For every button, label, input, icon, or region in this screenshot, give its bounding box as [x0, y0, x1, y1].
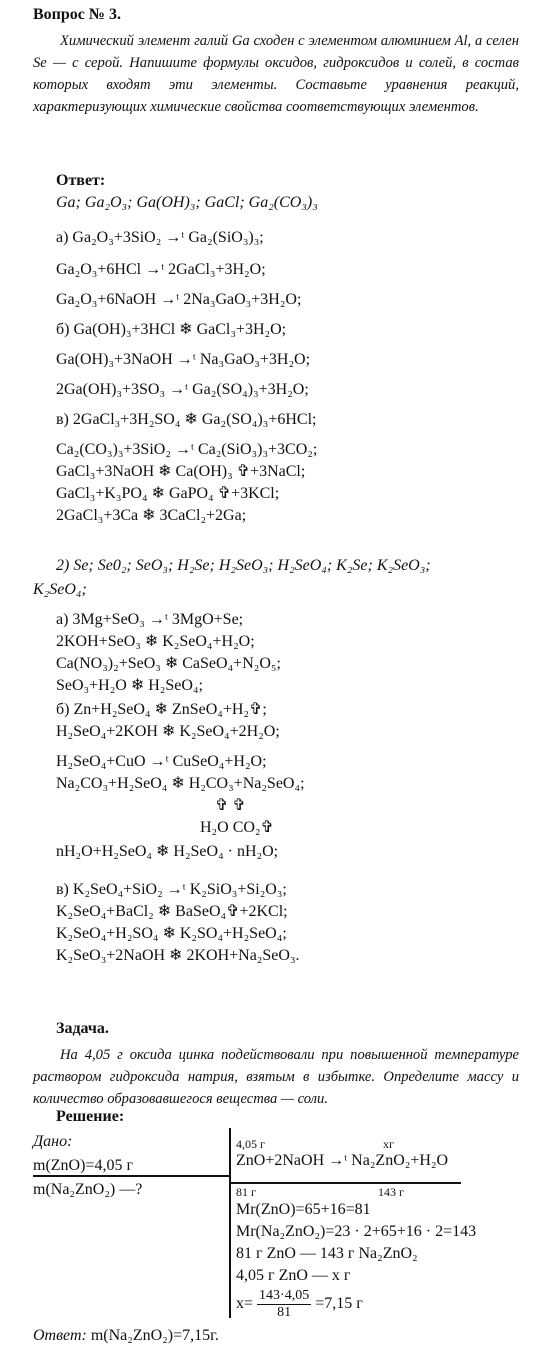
se-equation-line: K₂SeO₃+2NaOH ❄ 2KOH+Na₂SeO₃.: [56, 947, 300, 964]
given-label: Дано:: [33, 1133, 73, 1150]
ga-equation-line: 2Ga(OH)₃+3SO₃ →ᵗ Ga₂(SO₄)₃+3H₂O;: [56, 381, 309, 398]
ga-equation-line: Ca₂(CO₃)₃+3SiO₂ →ᵗ Ca₂(SiO₃)₃+3CO₂;: [56, 441, 318, 458]
find-mass-salt: m(Na₂ZnO₂) —?: [33, 1181, 143, 1198]
given-divider: [229, 1128, 231, 1318]
ga-equation-line: Ga₂O₃+6HCl →ᵗ 2GaCl₃+3H₂O;: [56, 261, 266, 278]
top-right-mass: хг: [383, 1137, 394, 1151]
x-calculation: [236, 1288, 363, 1321]
se-equation-line: б) Zn+H₂SeO₄ ❄ ZnSeO₄+H₂✞;: [56, 701, 267, 718]
molar-mass-zno: Mr(ZnO)=65+16=81: [236, 1201, 371, 1218]
x-result: =7,15 г: [315, 1295, 363, 1313]
final-answer-value: m(Na₂ZnO₂)=7,15г.: [90, 1327, 219, 1344]
se-equation-line: а) 3Mg+SeO₃ →ᵗ 3MgO+Se;: [56, 611, 244, 628]
ga-equation-line: б) Ga(OH)₃+3HCl ❄ GaCl₃+3H₂O;: [56, 321, 287, 338]
question-text: Химический элемент галий Ga сходен с элементом алюминием Al, а селен Se — с серой. Напишите формулы оксидов, гидроксидов и солей, в состав которых входят эти элементы. Составьте уравнения реакций, характеризующих химические свойства соответствующих элементов.: [33, 33, 519, 115]
se-compounds-list-1: 2) Se; Se0₂; SeO₃; H₂Se; H₂SeO₃; H₂SeO₄; K₂Se; K₂SeO₃;: [56, 557, 431, 574]
answer-title: Ответ:: [56, 172, 106, 189]
proportion-line-1: 81 г ZnO — 143 г Na₂ZnO₂: [236, 1245, 418, 1262]
ga-equation-line: GaCl₃+3NaOH ❄ Ca(OH)₃ ✞+3NaCl;: [56, 463, 306, 480]
given-mass-zno: m(ZnO)=4,05 г: [33, 1157, 134, 1174]
x-fraction: [257, 1288, 311, 1321]
fraction-denominator: 81: [277, 1305, 292, 1320]
ga-compounds-list: Ga; Ga₂O₃; Ga(OH)₃; GaCl; Ga₂(CO₃)₃: [56, 194, 318, 211]
reaction-equation: ZnO+2NaOH →ᵗ Na₂ZnO₂+H₂O: [236, 1152, 449, 1169]
ga-equation-line: а) Ga₂O₃+3SiO₂ →ᵗ Ga₂(SiO₃)₃;: [56, 229, 264, 246]
se-equation-line: K₂SeO₄+H₂SO₄ ❄ K₂SO₄+H₂SeO₄;: [56, 925, 287, 942]
ga-equation-line: Ga₂O₃+6NaOH →ᵗ 2Na₃GaO₃+3H₂O;: [56, 291, 302, 308]
molar-mass-salt: Mr(Na₂ZnO₂)=23 · 2+65+16 · 2=143: [236, 1223, 477, 1240]
question-title: Вопрос № 3.: [33, 6, 121, 23]
se-equation-line: Ca(NO₃)₂+SeO₃ ❄ CaSeO₄+N₂O₅;: [56, 655, 281, 672]
se-equation-line: ✞ ✞: [215, 797, 246, 814]
task-title: Задача.: [56, 1020, 109, 1037]
bottom-right-mass: 143 г: [378, 1185, 404, 1199]
se-equation-line: H₂SeO₄+CuO →ᵗ CuSeO₄+H₂O;: [56, 753, 267, 770]
se-compounds-list-2: K₂SeO₄;: [33, 581, 87, 598]
se-equation-line: K₂SeO₄+BaCl₂ ❄ BaSeO₄✞+2KCl;: [56, 903, 288, 920]
final-answer-label: Ответ:: [33, 1327, 87, 1344]
top-left-mass: 4,05 г: [236, 1137, 265, 1151]
final-answer: [33, 1326, 219, 1346]
equation-divider: [231, 1182, 461, 1184]
se-equation-line: SeO₃+H₂O ❄ H₂SeO₄;: [56, 677, 203, 694]
ga-equation-line: Ga(OH)₃+3NaOH →ᵗ Na₃GaO₃+3H₂O;: [56, 351, 311, 368]
proportion-line-2: 4,05 г ZnO — х г: [236, 1267, 351, 1284]
se-equation-line: H₂O CO₂✞: [200, 819, 274, 836]
se-equation-line: H₂SeO₄+2KOH ❄ K₂SeO₄+2H₂O;: [56, 723, 280, 740]
solution-title: Решение:: [56, 1108, 125, 1125]
bottom-left-mass: 81 г: [236, 1185, 256, 1199]
se-equation-line: в) K₂SeO₄+SiO₂ →ᵗ K₂SiO₃+Si₂O₃;: [56, 881, 287, 898]
fraction-numerator: 143·4,05: [259, 1288, 310, 1303]
se-equation-line: nH₂O+H₂SeO₄ ❄ H₂SeO₄ · nH₂O;: [56, 843, 279, 860]
x-label: х=: [236, 1295, 254, 1313]
se-equation-line: Na₂CO₃+H₂SeO₄ ❄ H₂CO₃+Na₂SeO₄;: [56, 775, 305, 792]
ga-equation-line: GaCl₃+K₃PO₄ ❄ GaPO₄ ✞+3KCl;: [56, 485, 280, 502]
given-underline: [33, 1175, 229, 1177]
task-text: На 4,05 г оксида цинка подействовали при повышенной температуре раствором гидроксида натрия, взятым в избытке. Определите массу и количество образовавшегося вещества — соли.: [33, 1047, 519, 1107]
ga-equation-line: 2GaCl₃+3Ca ❄ 3CaCl₂+2Ga;: [56, 507, 247, 524]
ga-equation-line: в) 2GaCl₃+3H₂SO₄ ❄ Ga₂(SO₄)₃+6HCl;: [56, 411, 317, 428]
se-equation-line: 2KOH+SeO₃ ❄ K₂SeO₄+H₂O;: [56, 633, 255, 650]
